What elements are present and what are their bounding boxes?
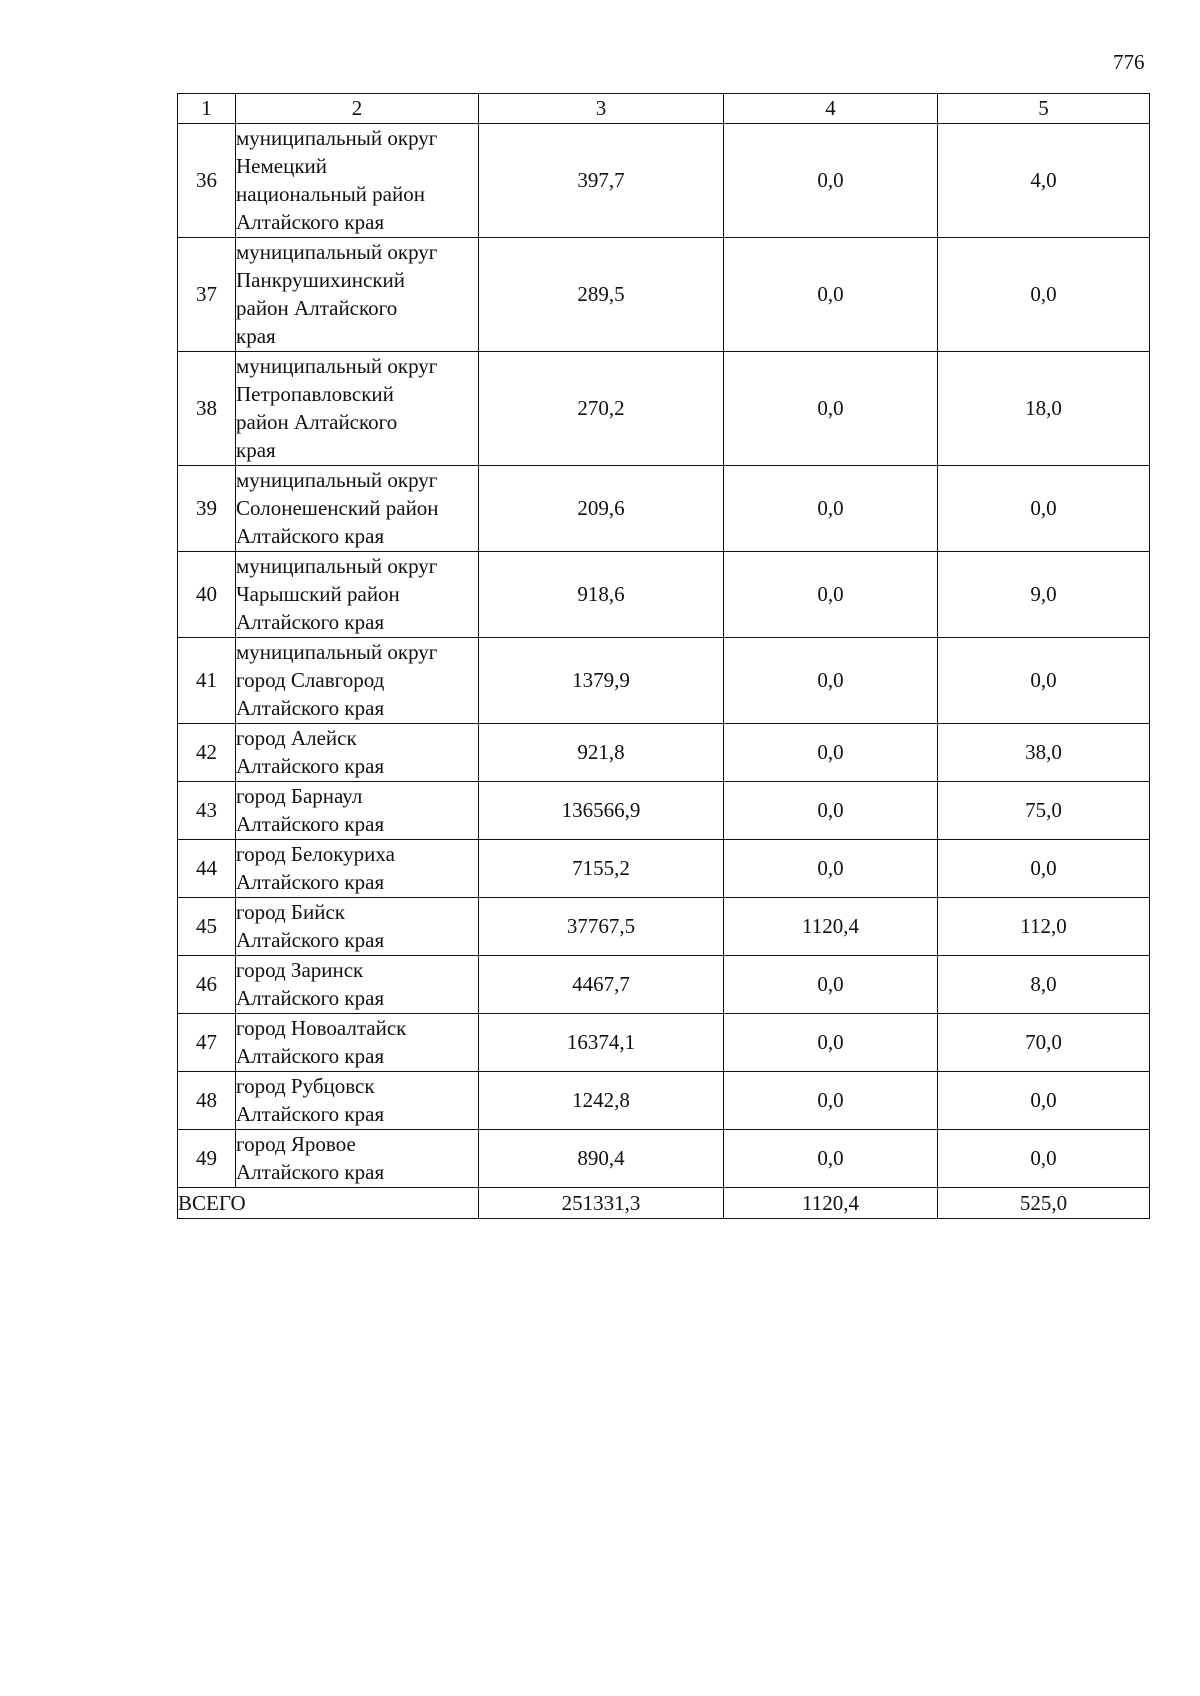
value-column-3: 4467,7: [479, 956, 724, 1014]
header-row: [178, 94, 1150, 124]
municipality-name-line: Алтайского края: [236, 210, 385, 234]
municipality-name-line: район Алтайского: [236, 410, 398, 434]
table-row: [178, 1130, 1150, 1188]
municipality-name-line: район Алтайского: [236, 296, 398, 320]
table-row: [178, 840, 1150, 898]
value-column-4: 0,0: [724, 552, 938, 638]
municipality-name-line: город Яровое: [236, 1132, 356, 1156]
municipality-name: [236, 352, 479, 466]
total-column-3: 251331,3: [479, 1188, 724, 1219]
municipality-name-line: Алтайского края: [236, 524, 385, 548]
row-number: 36: [178, 124, 236, 238]
page-number: 776: [1113, 50, 1145, 74]
value-column-3: 37767,5: [479, 898, 724, 956]
value-column-3: 7155,2: [479, 840, 724, 898]
municipality-name-line: муниципальный округ: [236, 468, 438, 492]
municipality-name-line: Немецкий: [236, 154, 328, 178]
value-column-4: 0,0: [724, 782, 938, 840]
municipality-name-line: Алтайского края: [236, 610, 385, 634]
row-number: 38: [178, 352, 236, 466]
value-column-5: 75,0: [938, 782, 1150, 840]
municipality-name-line: город Бийск: [236, 900, 345, 924]
municipality-name: [236, 956, 479, 1014]
municipality-name: [236, 1014, 479, 1072]
value-column-4: 0,0: [724, 1014, 938, 1072]
value-column-5: 8,0: [938, 956, 1150, 1014]
value-column-3: 270,2: [479, 352, 724, 466]
value-column-3: 209,6: [479, 466, 724, 552]
table-row: [178, 352, 1150, 466]
value-column-3: 397,7: [479, 124, 724, 238]
row-number: 43: [178, 782, 236, 840]
value-column-3: 289,5: [479, 238, 724, 352]
value-column-4: 1120,4: [724, 898, 938, 956]
column-header: 5: [938, 94, 1150, 124]
row-number: 37: [178, 238, 236, 352]
table-body: [178, 124, 1150, 1188]
municipality-name-line: Панкрушихинский: [236, 268, 406, 292]
municipality-name: [236, 898, 479, 956]
municipality-name-line: Алтайского края: [236, 870, 385, 894]
value-column-5: 0,0: [938, 238, 1150, 352]
value-column-4: 0,0: [724, 1072, 938, 1130]
column-header: 1: [178, 94, 236, 124]
value-column-5: 70,0: [938, 1014, 1150, 1072]
municipality-name-line: город Славгород: [236, 668, 385, 692]
value-column-5: 38,0: [938, 724, 1150, 782]
municipality-name-line: муниципальный округ: [236, 240, 438, 264]
municipality-name: [236, 238, 479, 352]
table-row: [178, 124, 1150, 238]
row-number: 41: [178, 638, 236, 724]
total-row: [178, 1188, 1150, 1219]
value-column-5: 0,0: [938, 1130, 1150, 1188]
municipality-name: [236, 552, 479, 638]
municipality-name: [236, 1130, 479, 1188]
municipality-name: [236, 1072, 479, 1130]
value-column-4: 0,0: [724, 840, 938, 898]
value-column-3: 1242,8: [479, 1072, 724, 1130]
municipality-name-line: город Алейск: [236, 726, 357, 750]
value-column-4: 0,0: [724, 352, 938, 466]
municipality-name-line: Алтайского края: [236, 696, 385, 720]
column-header: 3: [479, 94, 724, 124]
row-number: 44: [178, 840, 236, 898]
value-column-5: 0,0: [938, 466, 1150, 552]
value-column-5: 0,0: [938, 638, 1150, 724]
table-row: [178, 724, 1150, 782]
municipality-name-line: Алтайского края: [236, 928, 385, 952]
municipality-name-line: Петропавловский: [236, 382, 394, 406]
value-column-4: 0,0: [724, 238, 938, 352]
row-number: 46: [178, 956, 236, 1014]
row-number: 48: [178, 1072, 236, 1130]
row-number: 39: [178, 466, 236, 552]
value-column-5: 9,0: [938, 552, 1150, 638]
municipality-name-line: Солонешенский район: [236, 496, 439, 520]
table-row: [178, 466, 1150, 552]
municipality-name-line: город Рубцовск: [236, 1074, 375, 1098]
value-column-5: 0,0: [938, 840, 1150, 898]
value-column-5: 0,0: [938, 1072, 1150, 1130]
municipality-name-line: Алтайского края: [236, 754, 385, 778]
municipality-name-line: края: [236, 324, 276, 348]
municipality-name-line: национальный район: [236, 182, 425, 206]
value-column-3: 890,4: [479, 1130, 724, 1188]
municipality-name-line: Алтайского края: [236, 1044, 385, 1068]
total-label: ВСЕГО: [178, 1188, 479, 1219]
row-number: 47: [178, 1014, 236, 1072]
table-row: [178, 956, 1150, 1014]
value-column-4: 0,0: [724, 124, 938, 238]
value-column-5: 4,0: [938, 124, 1150, 238]
value-column-4: 0,0: [724, 956, 938, 1014]
table-row: [178, 638, 1150, 724]
value-column-5: 18,0: [938, 352, 1150, 466]
municipality-name-line: город Новоалтайск: [236, 1016, 407, 1040]
table-row: [178, 238, 1150, 352]
table-row: [178, 782, 1150, 840]
table-row: [178, 552, 1150, 638]
municipality-name: [236, 782, 479, 840]
municipality-name: [236, 638, 479, 724]
table-row: [178, 1014, 1150, 1072]
table-row: [178, 1072, 1150, 1130]
row-number: 45: [178, 898, 236, 956]
municipality-name-line: муниципальный округ: [236, 640, 438, 664]
municipality-name-line: Алтайского края: [236, 812, 385, 836]
value-column-3: 918,6: [479, 552, 724, 638]
municipality-name-line: муниципальный округ: [236, 554, 438, 578]
row-number: 49: [178, 1130, 236, 1188]
value-column-3: 921,8: [479, 724, 724, 782]
table-row: [178, 898, 1150, 956]
municipality-name: [236, 124, 479, 238]
value-column-4: 0,0: [724, 724, 938, 782]
column-header: 4: [724, 94, 938, 124]
value-column-5: 112,0: [938, 898, 1150, 956]
value-column-4: 0,0: [724, 1130, 938, 1188]
municipality-name-line: Алтайского края: [236, 1160, 385, 1184]
municipality-name: [236, 840, 479, 898]
municipality-name: [236, 466, 479, 552]
budget-table: [177, 93, 1150, 1219]
municipality-name-line: края: [236, 438, 276, 462]
municipality-name-line: муниципальный округ: [236, 354, 438, 378]
column-header: 2: [236, 94, 479, 124]
value-column-4: 0,0: [724, 638, 938, 724]
municipality-name-line: Алтайского края: [236, 1102, 385, 1126]
value-column-3: 16374,1: [479, 1014, 724, 1072]
value-column-3: 136566,9: [479, 782, 724, 840]
municipality-name-line: муниципальный округ: [236, 126, 438, 150]
municipality-name: [236, 724, 479, 782]
total-column-5: 525,0: [938, 1188, 1150, 1219]
municipality-name-line: город Белокуриха: [236, 842, 395, 866]
municipality-name-line: город Барнаул: [236, 784, 363, 808]
total-column-4: 1120,4: [724, 1188, 938, 1219]
value-column-4: 0,0: [724, 466, 938, 552]
row-number: 42: [178, 724, 236, 782]
municipality-name-line: Алтайского края: [236, 986, 385, 1010]
value-column-3: 1379,9: [479, 638, 724, 724]
municipality-name-line: Чарышский район: [236, 582, 400, 606]
row-number: 40: [178, 552, 236, 638]
municipality-name-line: город Заринск: [236, 958, 364, 982]
